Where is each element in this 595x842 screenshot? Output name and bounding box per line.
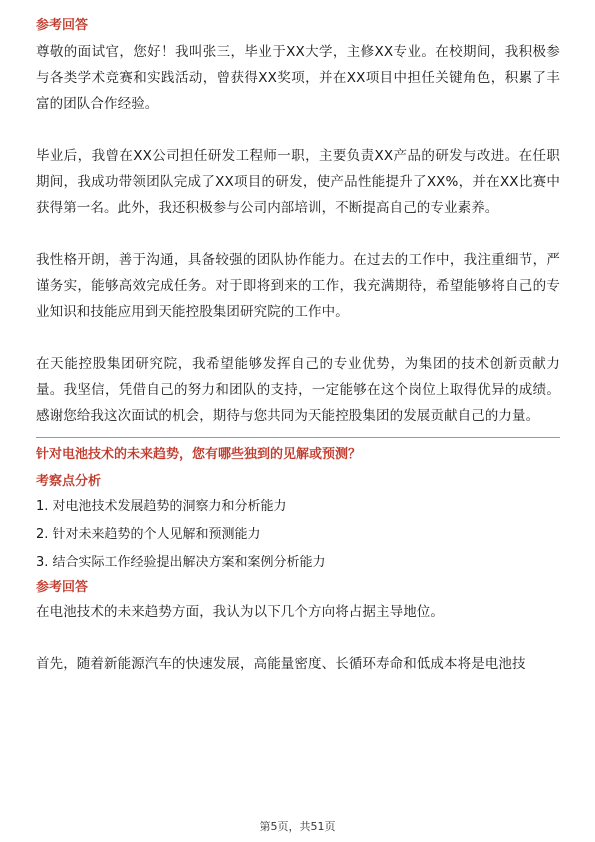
section-divider	[36, 437, 560, 438]
question-heading: 针对电池技术的未来趋势，您有哪些独到的见解或预测？	[36, 447, 362, 462]
answer-paragraph: 我性格开朗，善于沟通，具备较强的团队协作能力。在过去的工作中，我注重细节，严谨务实，能够高效完成任务。对于即将到来的工作，我充满期待，希望能够将自己的专业知识和技能应用到天能控股集团研究院的工作中。	[36, 252, 560, 320]
answer-label: 参考回答	[36, 18, 89, 33]
answer-paragraph: 尊敬的面试官，您好！我叫张三，毕业于XX大学，主修XX专业。在校期间，我积极参与各类学术竞赛和实践活动，曾获得XX奖项，并在XX项目中担任关键角色，积累了丰富的团队合作经验。	[36, 44, 560, 112]
analysis-point: 3. 结合实际工作经验提出解决方案和案例分析能力	[36, 555, 326, 570]
page-number: 第5页，共51页	[259, 820, 336, 833]
answer-paragraph: 毕业后，我曾在XX公司担任研发工程师一职，主要负责XX产品的研发与改进。在任职期间，我成功带领团队完成了XX项目的研发，使产品性能提升了XX%，并在XX比赛中获得第一名。此外，我还积极参与公司内部培训，不断提高自己的专业素养。	[36, 148, 560, 216]
spacer	[36, 325, 560, 351]
spacer	[36, 625, 560, 651]
answer-paragraph: 在天能控股集团研究院，我希望能够发挥自己的专业优势，为集团的技术创新贡献力量。我坚信，凭借自己的努力和团队的支持，一定能够在这个岗位上取得优异的成绩。感谢您给我这次面试的机会，期待与您共同为天能控股集团的发展贡献自己的力量。	[36, 356, 560, 424]
analysis-point: 2. 针对未来趋势的个人见解和预测能力	[36, 527, 261, 542]
spacer	[36, 221, 560, 247]
analysis-label: 考察点分析	[36, 474, 102, 489]
answer-paragraph: 在电池技术的未来趋势方面，我认为以下几个方向将占据主导地位。	[36, 604, 444, 620]
page-content	[36, 15, 560, 677]
analysis-point: 1. 对电池技术发展趋势的洞察力和分析能力	[36, 499, 287, 514]
answer-paragraph: 首先，随着新能源汽车的快速发展，高能量密度、长循环寿命和低成本将是电池技	[36, 656, 526, 672]
answer-label: 参考回答	[36, 580, 89, 595]
spacer	[36, 117, 560, 143]
